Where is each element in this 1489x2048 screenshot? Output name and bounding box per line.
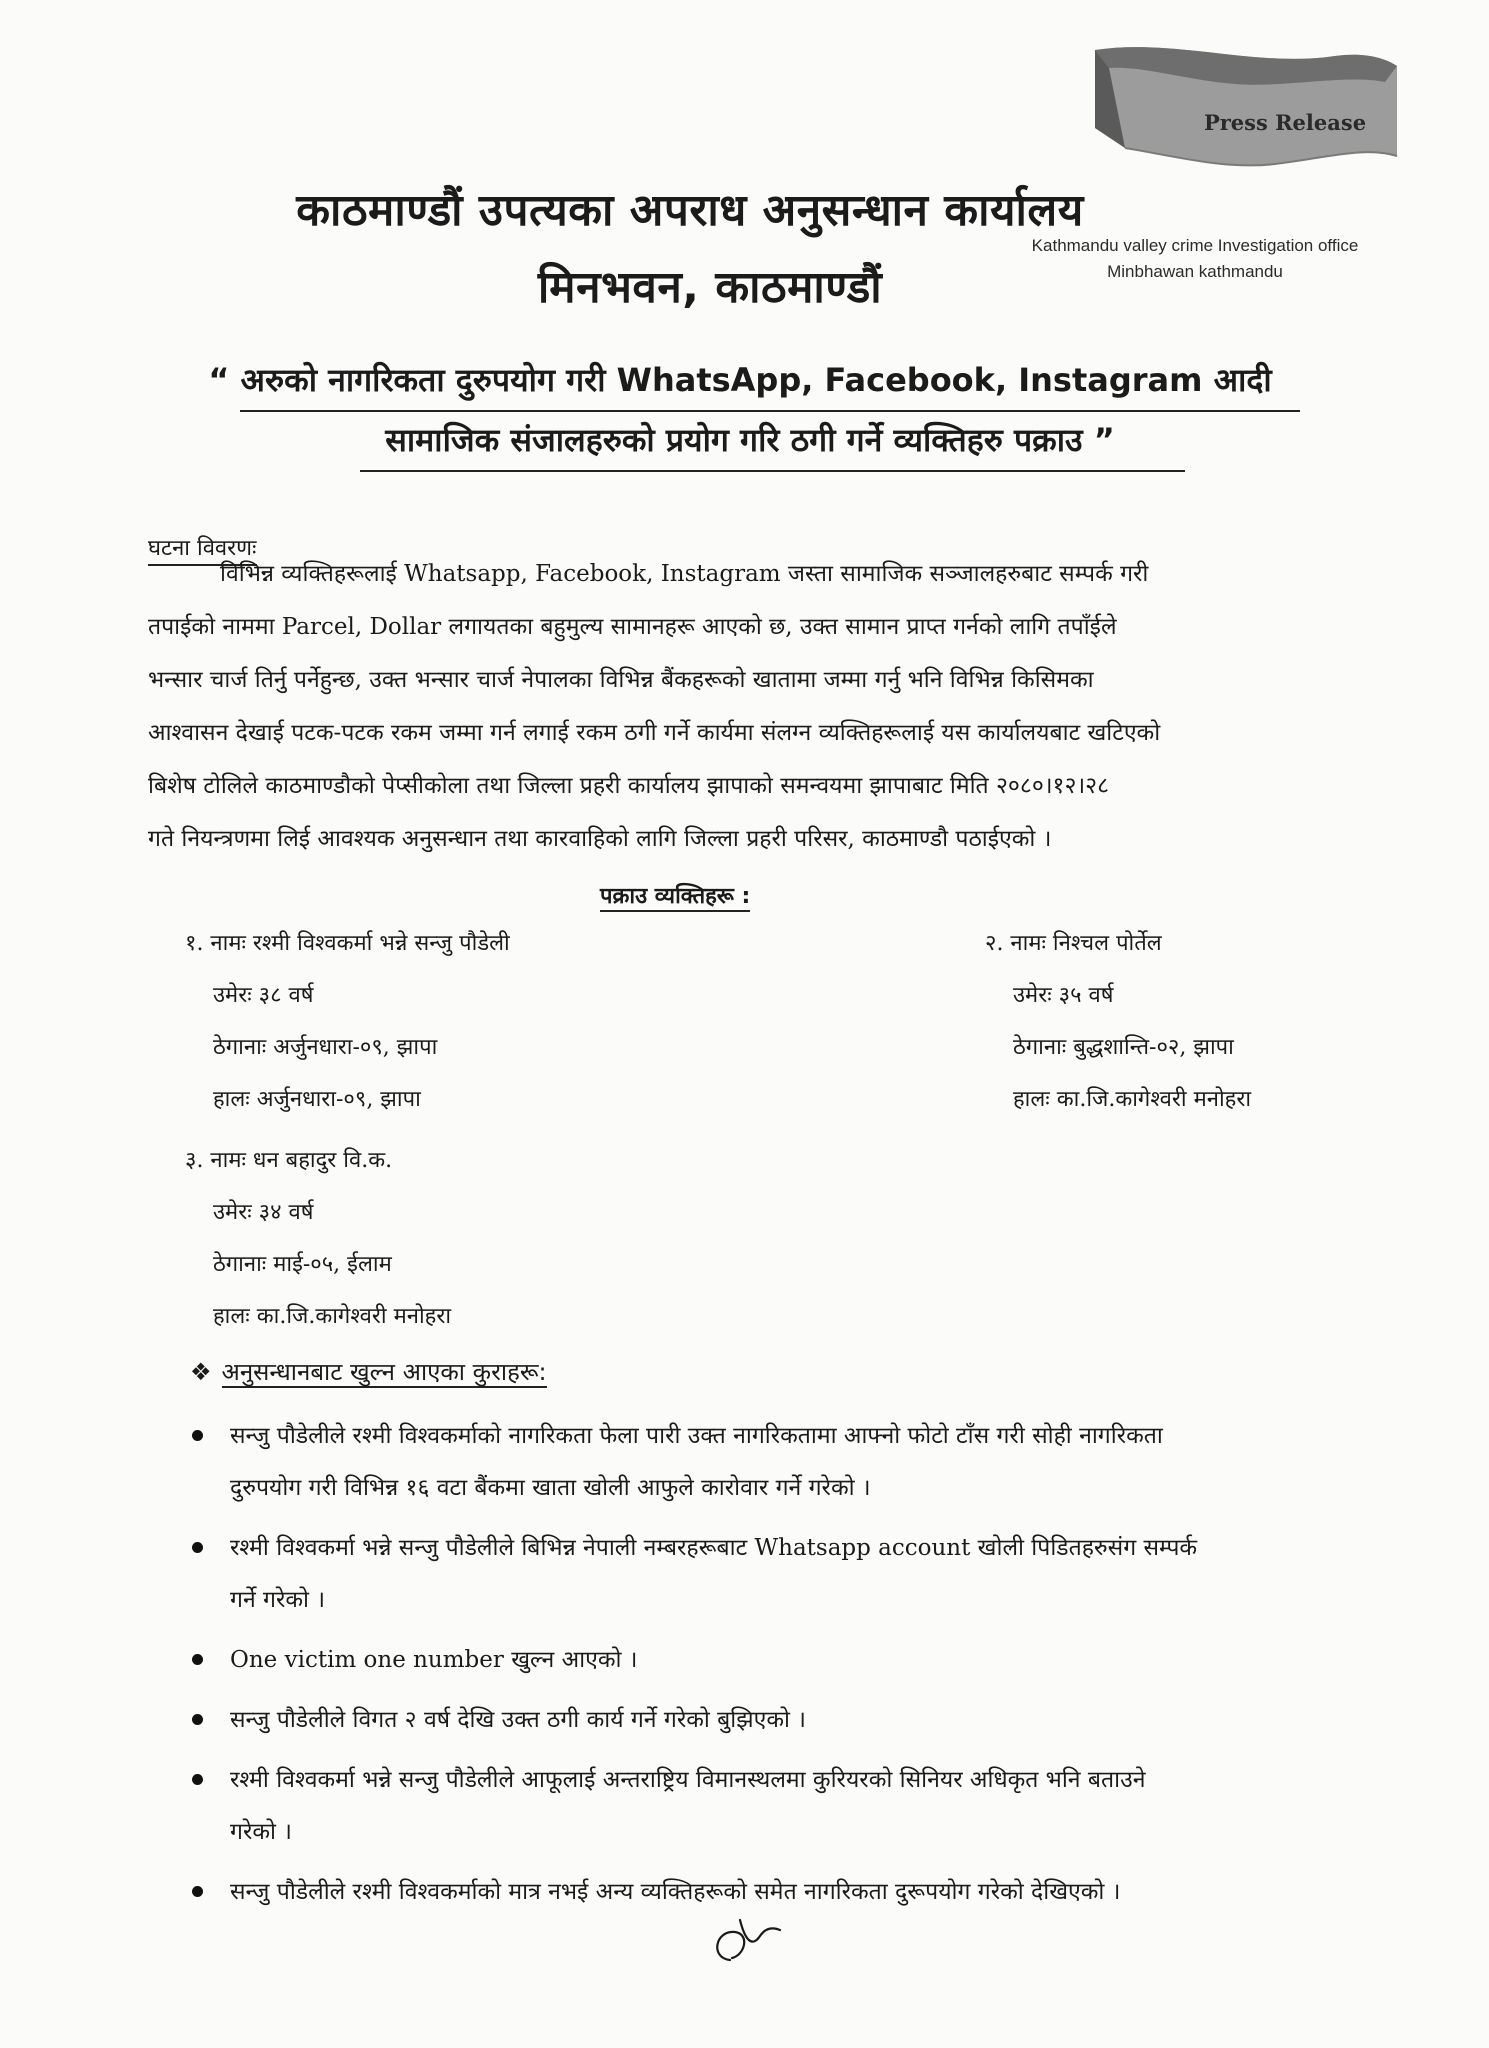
finding-item: रश्मी विश्वकर्मा भन्ने सन्जु पौडेलीले आफूलाई अन्तराष्ट्रिय विमानस्थलमा कुरियरको सिनियर अधिकृत भनि बताउने गरेको । bbox=[190, 1754, 1390, 1858]
person-age: उमेरः ३८ वर्ष bbox=[213, 983, 314, 1008]
finding-item: सन्जु पौडेलीले विगत २ वर्ष देखि उक्त ठगी कार्य गर्ने गरेको बुझिएको । bbox=[190, 1694, 1390, 1746]
incident-line: आश्वासन देखाई पटक-पटक रकम जम्मा गर्न लगाई रकम ठगी गर्ने कार्यमा संलग्न व्यक्तिहरूलाई यस कार्यालयबाट खटिएको bbox=[148, 720, 1161, 746]
headline-underline-2 bbox=[360, 470, 1185, 472]
person-name: १. नामः रश्मी विश्वकर्मा भन्ने सन्जु पौडेली bbox=[185, 931, 510, 956]
bullet-dot-icon bbox=[192, 1886, 203, 1897]
press-release-banner bbox=[1085, 38, 1405, 168]
person-name: ३. नामः धन बहादुर वि.क. bbox=[185, 1148, 393, 1173]
person-current-address: हालः अर्जुनधारा-०९, झापा bbox=[213, 1087, 421, 1112]
diamond-bullet-icon: ❖ bbox=[190, 1358, 212, 1386]
arrested-heading: पक्राउ व्यक्तिहरू : bbox=[600, 880, 750, 912]
person-age: उमेरः ३४ वर्ष bbox=[213, 1200, 314, 1225]
incident-line: बिशेष टोलिले काठमाण्डौको पेप्सीकोला तथा जिल्ला प्रहरी कार्यालय झापाको समन्वयमा झापाबाट मिति २०८०।१२।२८ bbox=[148, 773, 1110, 799]
bullet-dot-icon bbox=[192, 1774, 203, 1785]
findings-heading bbox=[190, 1355, 547, 1388]
person-name: २. नामः निश्चल पोर्तेल bbox=[985, 931, 1162, 956]
bullet-dot-icon bbox=[192, 1714, 203, 1725]
bullet-dot-icon bbox=[192, 1654, 203, 1665]
person-address: ठेगानाः अर्जुनधारा-०९, झापा bbox=[213, 1035, 438, 1060]
arrested-person-3 bbox=[185, 1135, 451, 1343]
person-current-address: हालः का.जि.कागेश्वरी मनोहरा bbox=[1013, 1087, 1252, 1112]
bullet-dot-icon bbox=[192, 1430, 203, 1441]
finding-item: One victim one number खुल्न आएको । bbox=[190, 1634, 1390, 1686]
press-release-label: Press Release bbox=[1203, 110, 1367, 135]
headline-line-2: सामाजिक संजालहरुको प्रयोग गरि ठगी गर्ने व्यक्तिहरु पक्राउ ” bbox=[385, 421, 1115, 459]
person-age: उमेरः ३५ वर्ष bbox=[1013, 983, 1114, 1008]
bullet-dot-icon bbox=[192, 1542, 203, 1553]
finding-item: सन्जु पौडेलीले रश्मी विश्वकर्माको नागरिकता फेला पारी उक्त नागरिकतामा आफ्नो फोटो टाँस गरी सोही नागरिकता दुरुपयोग गरी विभिन्न १६ वटा बैंकमा खाता खोली आफुले कारोवार गर्ने गरेको । bbox=[190, 1410, 1390, 1514]
office-name-devanagari: काठमाण्डौं उपत्यका अपराध अनुसन्धान कार्यालय bbox=[296, 185, 1084, 236]
incident-paragraph bbox=[148, 548, 1363, 866]
handwritten-signature bbox=[690, 1900, 810, 1980]
incident-line: तपाईको नाममा Parcel, Dollar लगायतका बहुमुल्य सामानहरू आएको छ, उक्त सामान प्राप्त गर्नको लागि तपाँईले bbox=[148, 614, 1117, 640]
incident-line: विभिन्न व्यक्तिहरूलाई Whatsapp, Facebook, Instagram जस्ता सामाजिक सञ्जालहरुबाट सम्पर्क गरी bbox=[220, 561, 1149, 587]
finding-item: सन्जु पौडेलीले रश्मी विश्वकर्माको मात्र नभई अन्य व्यक्तिहरूको समेत नागरिकता दुरूपयोग गरेको देखिएको । bbox=[190, 1866, 1390, 1918]
arrested-person-1 bbox=[185, 918, 510, 1126]
finding-item: रश्मी विश्वकर्मा भन्ने सन्जु पौडेलीले बिभिन्न नेपाली नम्बरहरूबाट Whatsapp account खोली पिडितहरुसंग सम्पर्क गर्ने गरेको । bbox=[190, 1522, 1390, 1626]
findings-list bbox=[190, 1410, 1390, 1918]
office-location-english: Minbhawan kathmandu bbox=[1107, 262, 1283, 281]
incident-line: भन्सार चार्ज तिर्नु पर्नेहुन्छ, उक्त भन्सार चार्ज नेपालका विभिन्न बैंकहरूको खातामा जम्मा गर्नु भनि विभिन्न किसिमका bbox=[148, 667, 1094, 693]
incident-line: गते नियन्त्रणमा लिई आवश्यक अनुसन्धान तथा कारवाहिको लागि जिल्ला प्रहरी परिसर, काठमाण्डौ पठाईएको । bbox=[148, 826, 1052, 852]
person-address: ठेगानाः माई-०५, ईलाम bbox=[213, 1252, 392, 1277]
arrested-person-2 bbox=[985, 918, 1251, 1126]
headline-underline-1 bbox=[240, 410, 1300, 412]
person-address: ठेगानाः बुद्धशान्ति-०२, झापा bbox=[1013, 1035, 1234, 1060]
office-location-devanagari: मिनभवन, काठमाण्डौं bbox=[537, 262, 883, 313]
person-current-address: हालः का.जि.कागेश्वरी मनोहरा bbox=[213, 1304, 452, 1329]
headline-line-1: “ अरुको नागरिकता दुरुपयोग गरी WhatsApp, Facebook, Instagram आदी bbox=[208, 361, 1272, 399]
findings-title: अनुसन्धानबाट खुल्न आएका कुराहरू: bbox=[221, 1358, 547, 1386]
incident-label: घटना विवरणः bbox=[148, 532, 257, 566]
banner-ribbon-graphic bbox=[1085, 38, 1405, 168]
office-name-english: Kathmandu valley crime Investigation office bbox=[1031, 236, 1359, 255]
